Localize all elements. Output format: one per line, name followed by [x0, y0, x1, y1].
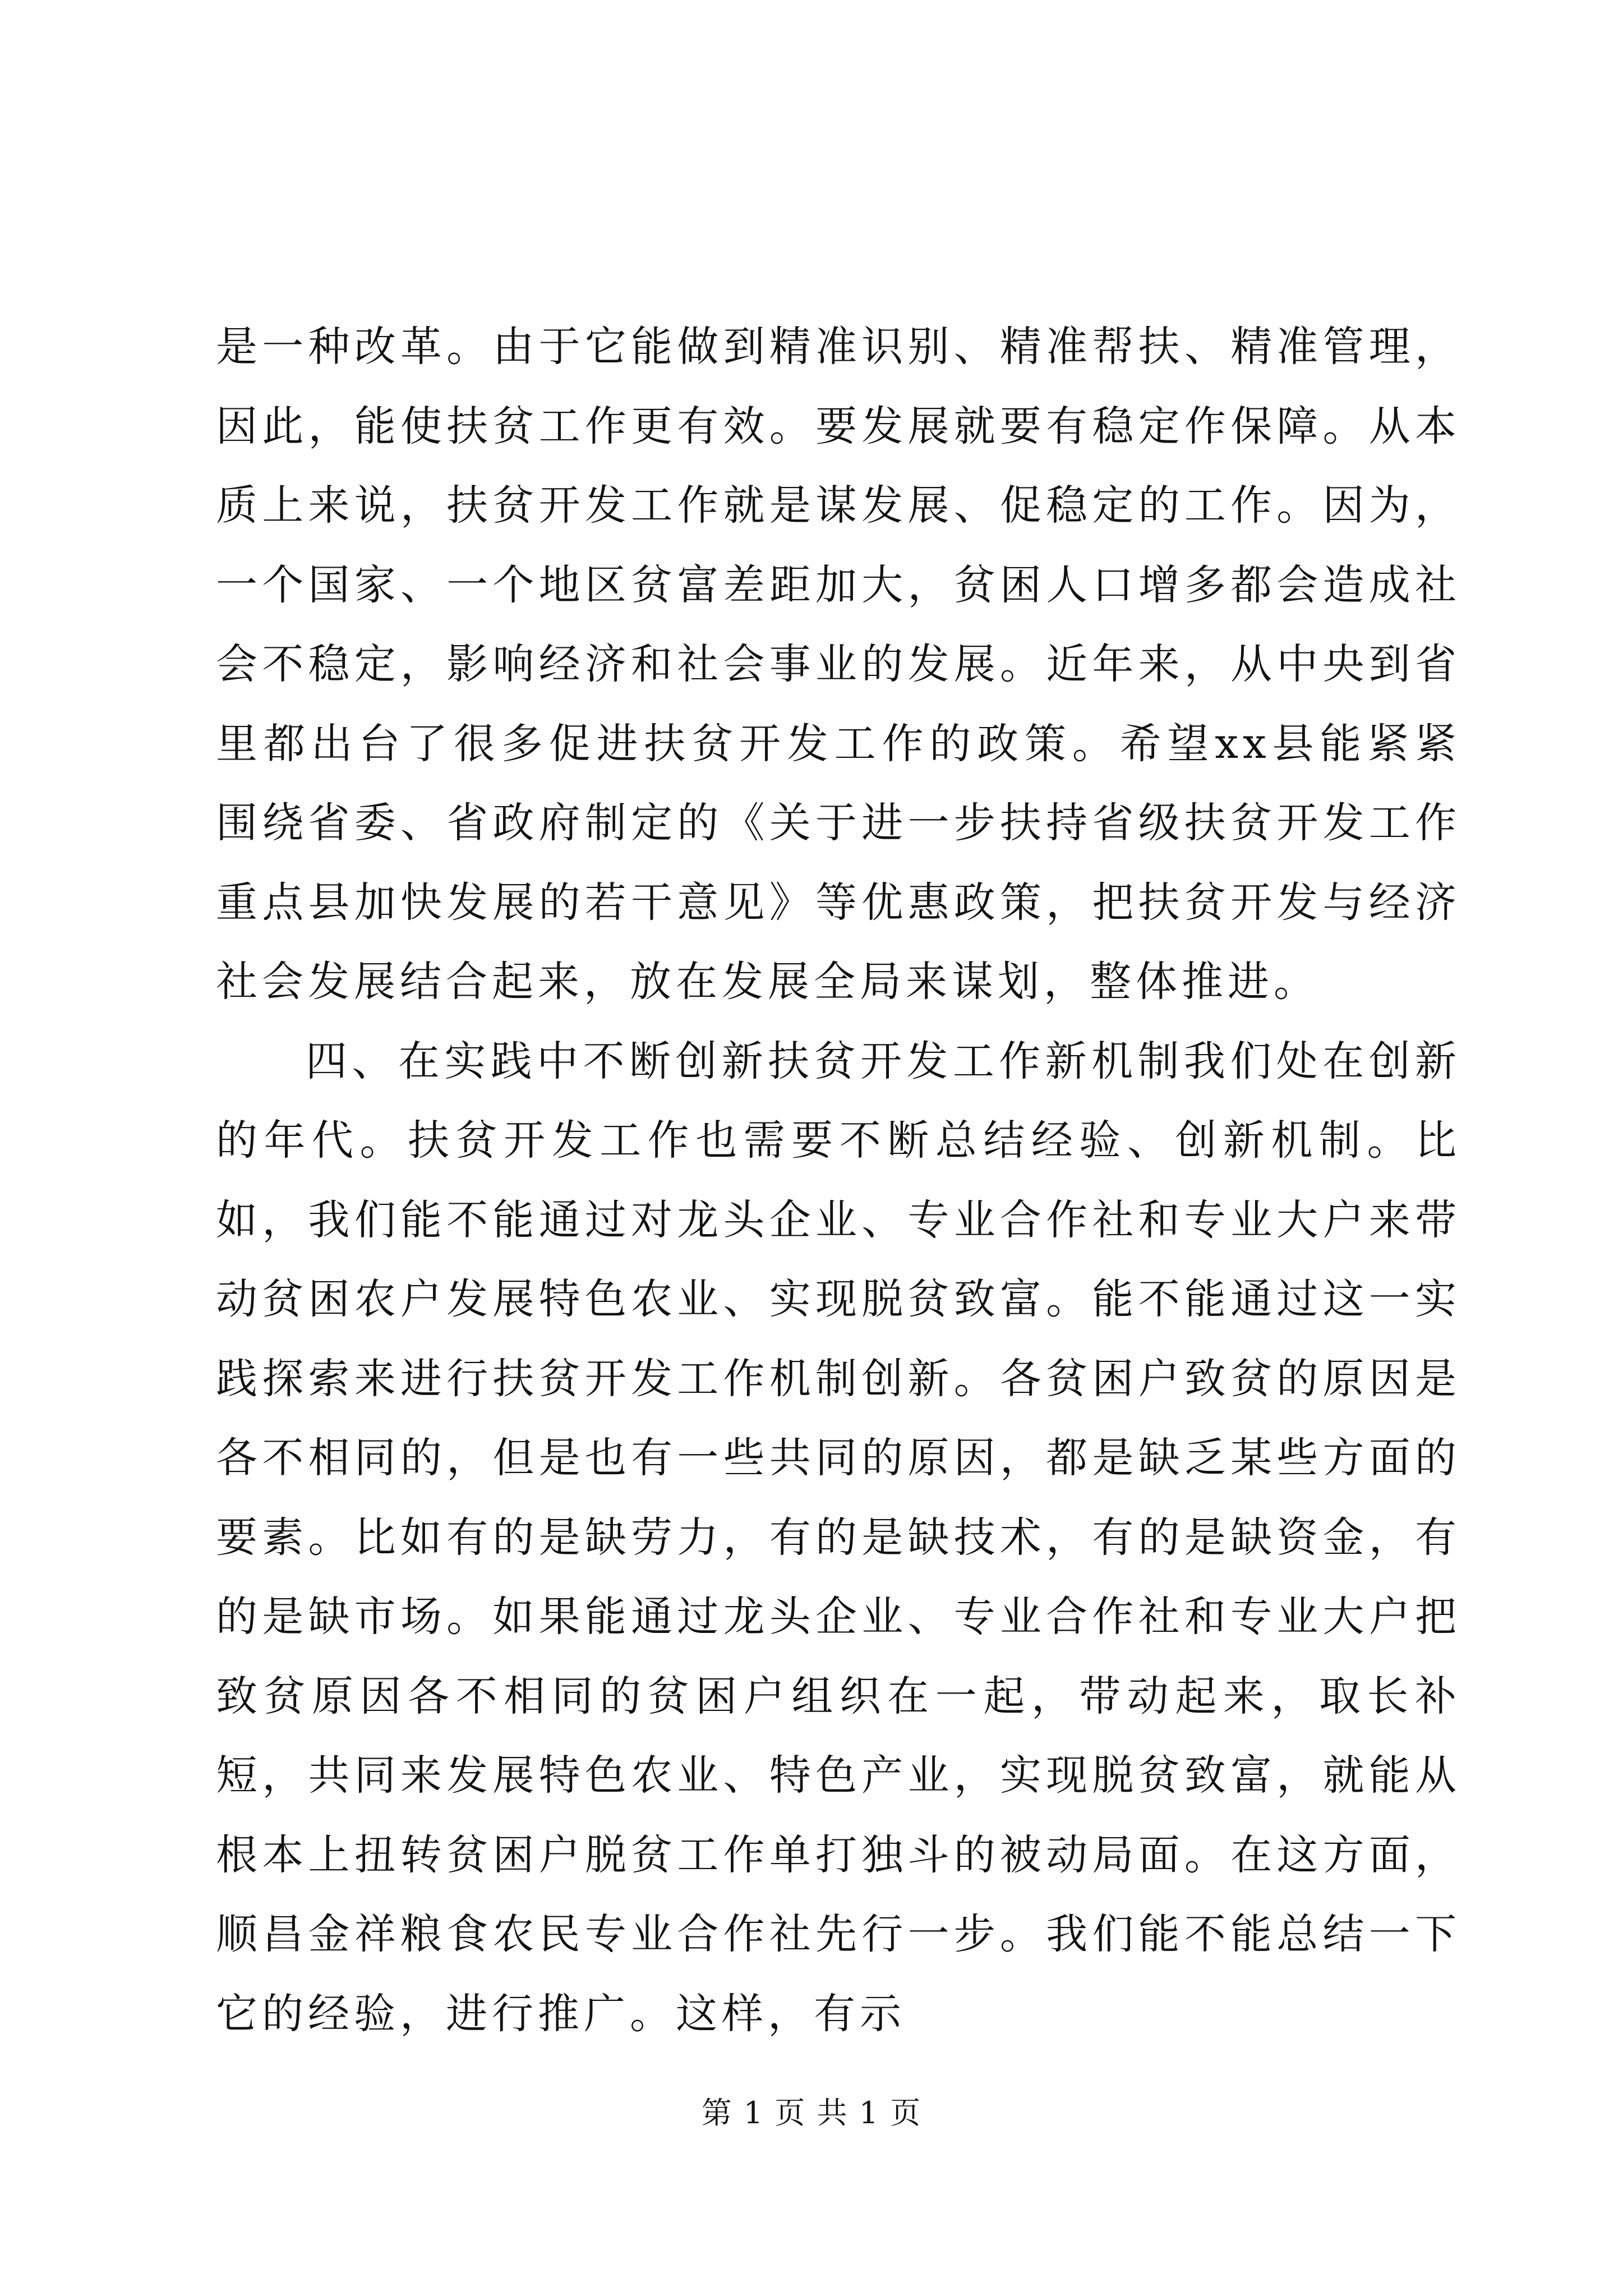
document-body: [216, 307, 1461, 2054]
page-footer: 第 1 页 共 1 页: [701, 2095, 922, 2131]
paragraph-section-four: 四、在实践中不断创新扶贫开发工作新机制我们处在创新的年代。扶贫开发工作也需要不断总结经验、创新机制。比如，我们能不能通过对龙头企业、专业合作社和专业大户来带动贫困农户发展特色农业、实现脱贫致富。能不能通过这一实践探索来进行扶贫开发工作机制创新。各贫困户致贫的原因是各不相同的，但是也有一些共同的原因，都是缺乏某些方面的要素。比如有的是缺劳力，有的是缺技术，有的是缺资金，有的是缺市场。如果能通过龙头企业、专业合作社和专业大户把致贫原因各不相同的贫困户组织在一起，带动起来，取长补短，共同来发展特色农业、特色产业，实现脱贫致富，就能从根本上扭转贫困户脱贫工作单打独斗的被动局面。在这方面，顺昌金祥粮食农民专业合作社先行一步。我们能不能总结一下它的经验，进行推广。这样，有示: [216, 1037, 1461, 2038]
paragraph-continuation: 是一种改革。由于它能做到精准识别、精准帮扶、精准管理，因此，能使扶贫工作更有效。要发展就要有稳定作保障。从本质上来说，扶贫开发工作就是谋发展、促稳定的工作。因为，一个国家、一个地区贫富差距加大，贫困人口增多都会造成社会不稳定，影响经济和社会事业的发展。近年来，从中央到省里都出台了很多促进扶贫开发工作的政策。希望xx县能紧紧围绕省委、省政府制定的《关于进一步扶持省级扶贫开发工作重点县加快发展的若干意见》等优惠政策，把扶贫开发与经济社会发展结合起来，放在发展全局来谋划，整体推进。: [216, 323, 1461, 1006]
